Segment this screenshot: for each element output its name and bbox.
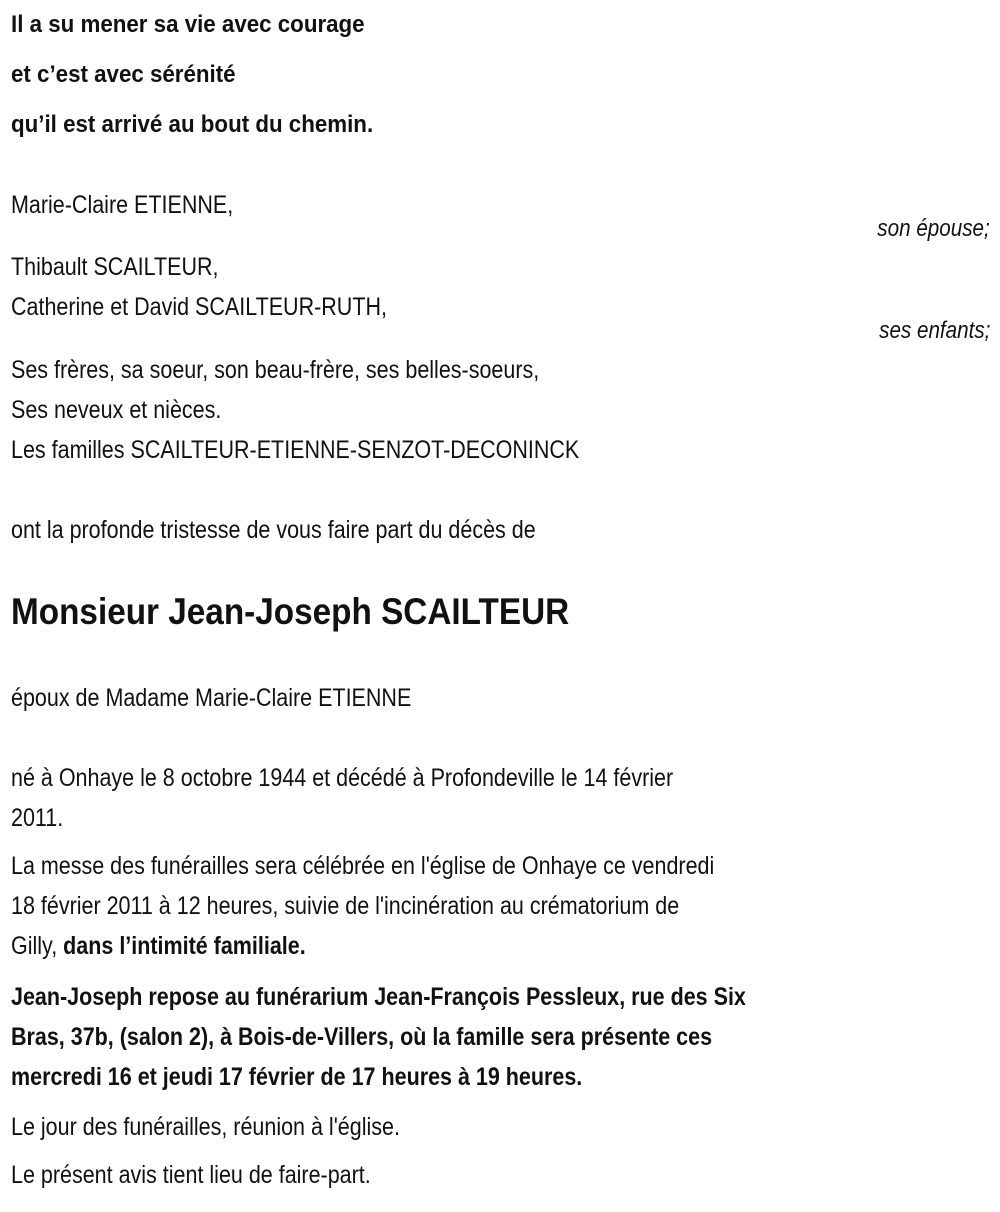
meeting-text: Le jour des funérailles, réunion à l'église. [11, 1113, 400, 1141]
spouse-name: Marie-Claire ETIENNE, [11, 191, 234, 219]
intimacy-note: dans l’intimité familiale. [63, 932, 306, 960]
visitation-line: mercredi 16 et jeudi 17 février de 17 heures à 19 heures. [11, 1063, 583, 1091]
spouse-relation: son épouse; [877, 215, 990, 242]
mass-line: La messe des funérailles sera célébrée en l'église de Onhaye ce vendredi [11, 852, 715, 880]
relatives-line: Ses frères, sa soeur, son beau-frère, ses belles-soeurs, [11, 356, 540, 384]
notice-text: Le présent avis tient lieu de faire-part. [11, 1161, 371, 1189]
poem-line: qu’il est arrivé au bout du chemin. [11, 111, 374, 138]
children-relation: ses enfants; [878, 317, 990, 344]
poem-line: et c’est avec sérénité [11, 61, 236, 88]
spouse-of-text: époux de Madame Marie-Claire ETIENNE [11, 684, 412, 712]
child-name: Catherine et David SCAILTEUR-RUTH, [11, 293, 387, 321]
child-name: Thibault SCAILTEUR, [11, 253, 219, 281]
relatives-line: Ses neveux et nièces. [11, 396, 222, 424]
visitation-line: Bras, 37b, (salon 2), à Bois-de-Villers, où la famille sera présente ces [11, 1023, 713, 1051]
deceased-name: Monsieur Jean-Joseph SCAILTEUR [11, 591, 570, 632]
relatives-line: Les familles SCAILTEUR-ETIENNE-SENZOT-DECONINCK [11, 436, 580, 464]
visitation-line: Jean-Joseph repose au funérarium Jean-François Pessleux, rue des Six [11, 983, 746, 1011]
announcement-text: ont la profonde tristesse de vous faire part du décès de [11, 516, 536, 544]
mass-line-prefix: Gilly, [11, 932, 64, 960]
birth-death-line: né à Onhaye le 8 octobre 1944 et décédé à Profondeville le 14 février [11, 764, 674, 792]
birth-death-line: 2011. [11, 804, 64, 832]
poem-line: Il a su mener sa vie avec courage [11, 11, 365, 38]
mass-line: 18 février 2011 à 12 heures, suivie de l'incinération au crématorium de [11, 892, 680, 920]
mass-line [11, 931, 306, 961]
